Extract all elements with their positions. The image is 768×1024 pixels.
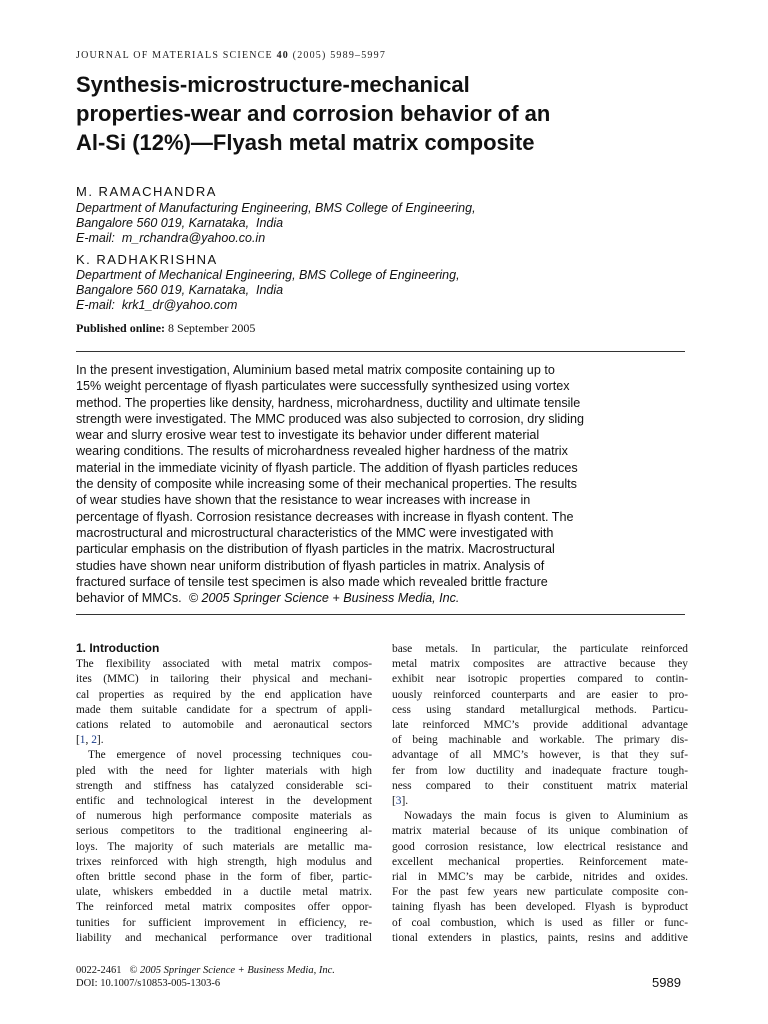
abstract-line: method. The properties like density, hardness, microhardness, ductility and ultimate tensile [76,395,581,410]
body-line: often brittle second phase in the form of fiber, partic- [76,871,372,884]
body-line [392,794,688,809]
body-line: excellent mechanical properties. Reinforcement mate- [392,855,688,868]
abstract-line: the density of composite while increasing some of their mechanical properties. The results [76,477,577,492]
journal-volume: 40 [276,50,289,61]
citation-link[interactable]: 3 [395,795,402,808]
issn: 0022-2461 [76,965,122,976]
title-line: Al-Si (12%)—Flyash metal matrix composite [76,130,535,155]
body-line: advantage of all MMC’s however, is that they suf- [392,749,688,762]
affiliation-line: Department of Manufacturing Engineering, BMS College of Engineering, [76,201,476,215]
published-label: Published online: [76,321,166,335]
author-email: E-mail: m_rchandra@yahoo.co.in [76,231,266,245]
body-line: cess using standard metallurgical methods. Particu- [392,703,688,716]
abstract-copyright: © 2005 Springer Science + Business Media, Inc. [188,591,460,606]
journal-pages: (2005) 5989–5997 [292,50,387,61]
body-line: trixes reinforced with high strength, high modulus and [76,855,372,868]
abstract-line: percentage of flyash. Corrosion resistance decreases with increase in flyash content. The [76,509,574,524]
body-line: made them suitable candidate for a spectrum of appli- [76,703,372,716]
body-line: cations related to automobile and aeronautical sectors [76,719,372,732]
author-name: M. RAMACHANDRA [76,184,217,199]
ref-bracket: [ [392,795,396,808]
paper-title [76,70,716,157]
abstract-bottom-rule [76,614,685,615]
abstract-last-text: behavior of MMCs. [76,591,182,606]
body-line: ites (MMC) in tailoring their physical and mechani- [76,673,372,686]
ref-bracket: ]. [401,795,409,808]
affiliation-line: Bangalore 560 019, Karnataka, India [76,283,284,297]
affiliation-line: Bangalore 560 019, Karnataka, India [76,216,284,230]
right-column [392,642,688,946]
body-line: liability and mechanical performance over traditional [76,931,372,944]
ref-bracket: ]. [96,734,104,747]
body-line: The flexibility associated with metal matrix compos- [76,658,372,671]
body-line: fer from low ductility and inadequate fracture tough- [392,764,688,777]
body-line: ness compared to their constituent matrix material [392,779,688,792]
body-line: metal matrix composites are attractive because they [392,658,688,671]
abstract-line: of wear studies have shown that the resistance to wear increases with increase in [76,493,531,508]
footer [76,964,335,990]
author-email: E-mail: krk1_dr@yahoo.com [76,298,238,312]
body-line: matrix material because of its unique combination of [392,825,688,838]
abstract-line: strength were investigated. The MMC produced was also subjected to corrosion, dry sliding [76,411,584,426]
body-line: uously reinforced counterparts and are easier to pro- [392,688,688,701]
body-line: serious competitors to the traditional engineering al- [76,825,372,838]
citation-link[interactable]: 1 [79,734,86,747]
body-line: late reinforced MMC’s provide additional advantage [392,719,688,732]
journal-header [76,50,386,61]
abstract-line: material in the immediate vicinity of flyash particle. The addition of flyash particles reduces [76,460,578,475]
published-date: 8 September 2005 [168,321,256,335]
body-line: base metals. In particular, the particulate reinforced [392,643,688,655]
body-line: of coal combustion, which is used as filler or func- [392,916,688,929]
abstract-line: In the present investigation, Aluminium based metal matrix composite containing up to [76,363,555,377]
abstract-top-rule [76,351,685,352]
title-line: properties-wear and corrosion behavior of an [76,101,551,126]
body-line: of being machinable and workable. The primary dis- [392,734,688,747]
footer-issn-line [76,964,335,977]
ref-bracket: [ [76,734,80,747]
doi: DOI: 10.1007/s10853-005-1303-6 [76,978,221,989]
body-line: The emergence of novel processing techniques cou- [88,749,372,762]
author-name: K. RADHAKRISHNA [76,252,218,267]
abstract-line: fractured surface of tensile test specimen is also made which revealed brittle fracture [76,574,548,589]
body-line: Nowadays the main focus is given to Aluminium as [404,810,688,823]
title-line: Synthesis-microstructure-mechanical [76,72,470,97]
body-line: taining flyash has been developed. Flyash is byproduct [392,901,688,914]
body-line: pled with the need for lighter materials with high [76,764,372,777]
author-affiliation [76,268,460,313]
body-line: exhibit near isotropic properties compared to contin- [392,673,688,686]
citation-link[interactable]: 2 [91,734,97,747]
body-line: of numerous high performance composite materials as [76,810,372,823]
abstract-line: particular emphasis on the distribution of flyash particles in the matrix. Macrostructural [76,542,555,557]
body-line: For the past few years new particulate composite con- [392,886,688,899]
abstract-line: 15% weight percentage of flyash particulates were successfully synthesized using vortex [76,379,570,394]
journal-name: JOURNAL OF MATERIALS SCIENCE [76,50,273,61]
ref-separator: , [85,734,92,747]
body-line: ulate, whiskers embedded in a ductile metal matrix. [76,886,372,899]
body-line: The reinforced metal matrix composites offer oppor- [76,901,372,914]
abstract-line [76,590,688,606]
page-number: 5989 [652,975,681,990]
published-online [76,321,255,336]
author-affiliation [76,201,476,246]
body-line: tional extenders in plastics, paints, resins and additive [392,931,688,944]
abstract-line: wearing conditions. The results of microhardness revealed higher hardness of the matrix [76,444,568,459]
section-heading: 1. Introduction [76,641,160,655]
body-line [76,733,372,748]
left-column [76,641,372,946]
abstract-line: wear and slurry erosive wear test to investigate its behavior under different material [76,428,540,443]
affiliation-line: Department of Mechanical Engineering, BMS College of Engineering, [76,268,460,282]
abstract-line: studies have shown near uniform distribution of flyash particles in matrix. Analysis of [76,558,545,573]
body-line: entific and technological interest in the development [76,795,372,808]
body-line: tunities for sufficient improvement in efficiency, re- [76,916,372,929]
body-line: strength and stiffness has catalyzed considerable sci- [76,779,372,792]
footer-copyright: © 2005 Springer Science + Business Media, Inc. [129,965,335,976]
body-line: rial in MMC’s may be carbide, nitrides and oxides. [392,871,688,884]
body-line: loys. The majority of such materials are metallic ma- [76,840,372,853]
abstract-line: macrostructural and microstructural characteristics of the MMC were investigated with [76,525,554,540]
body-line: cal properties as required by the end application have [76,688,372,701]
abstract [76,362,688,606]
body-line: good corrosion resistance, low electrical resistance and [392,840,688,853]
